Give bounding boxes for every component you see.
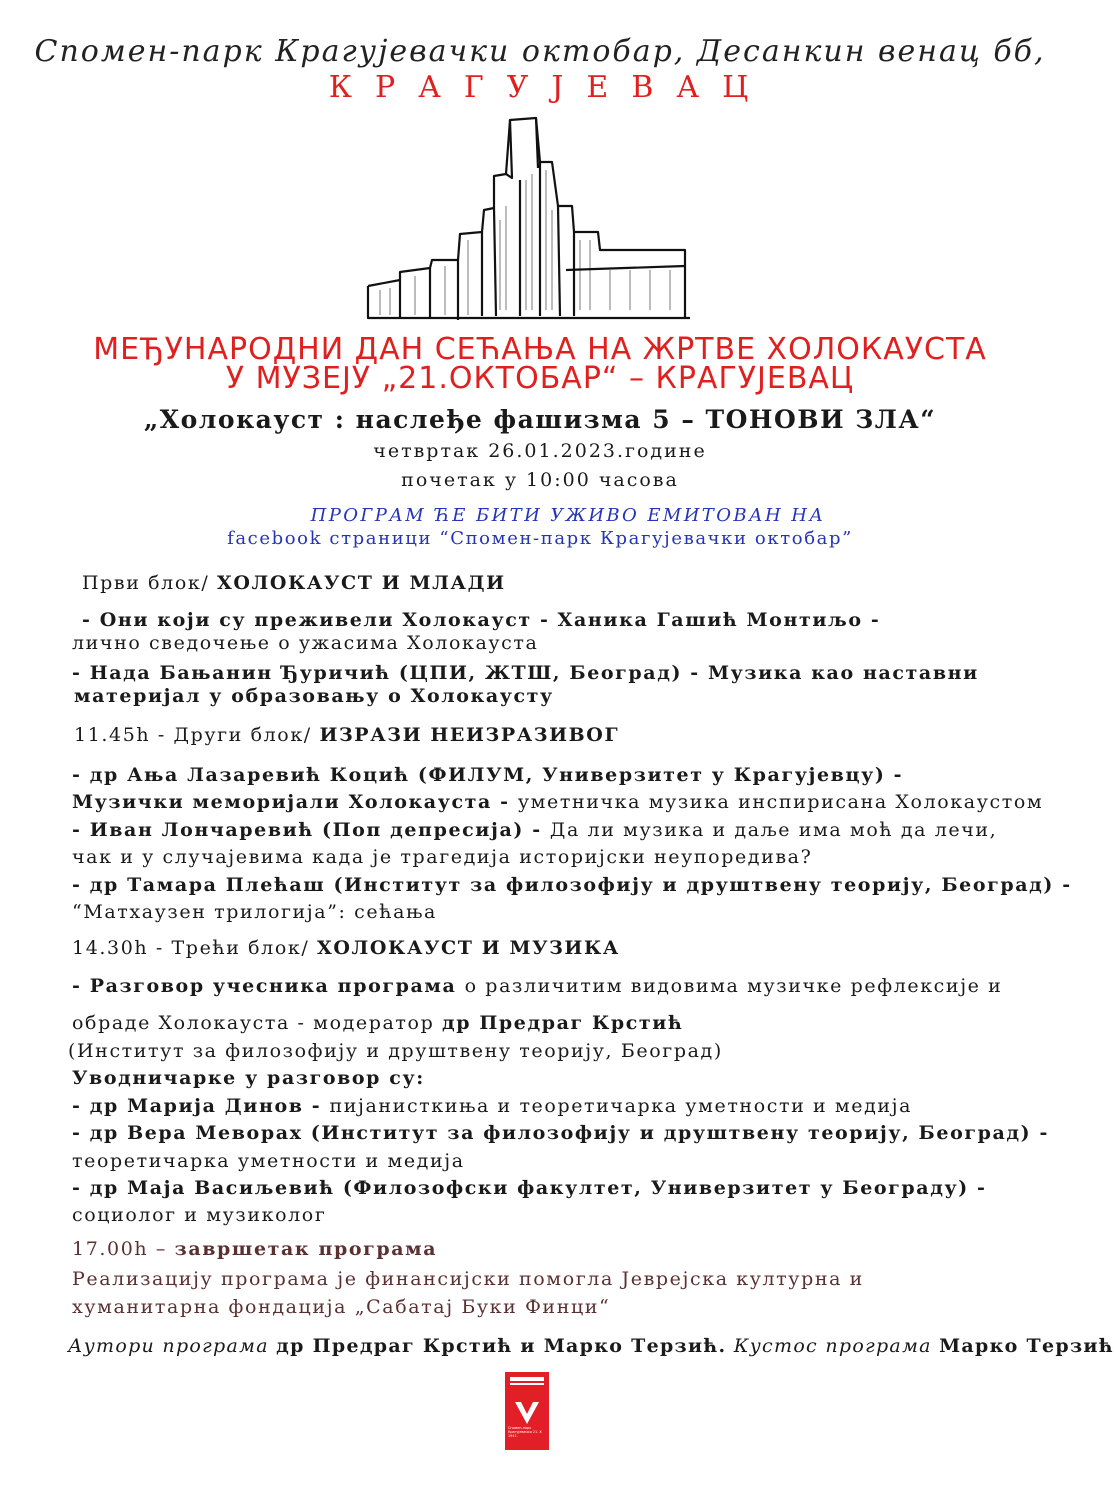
block3-prefix: 14.30h - Трећи блок/ <box>72 937 318 959</box>
block3-moderator: др Предраг Крстић <box>442 1012 684 1034</box>
event-title: МЕЂУНАРОДНИ ДАН СЕЋАЊА НА ЖРТВЕ ХОЛОКАУСТА <box>93 332 987 367</box>
block3-panelist3-line2: социолог и музиколог <box>72 1204 327 1226</box>
funding-line1: Реализацију програма је финансијски помогла Јеврејска културна и <box>72 1268 864 1290</box>
block1-item2-line2: материјал у образовању о Холокаусту <box>74 685 554 707</box>
program-end-time: 17.00h – <box>72 1238 175 1260</box>
museum-logo <box>505 1372 549 1450</box>
block3-conversation-desc: о различитим видовима музичке рефлексије и <box>464 975 1003 997</box>
block3-conversation-line2 <box>72 1012 683 1034</box>
broadcast-notice: ПРОГРАМ ЋЕ БИТИ УЖИВО ЕМИТОВАН НА <box>310 505 826 526</box>
authors-names: др Предраг Крстић и Марко Терзић. <box>276 1335 727 1357</box>
broadcast-facebook: facebook страници “Спомен-парк Крагујевачки октобар” <box>227 528 853 549</box>
block2-item1-line1: - др Ања Лазаревић Коцић (ФИЛУМ, Универзитет у Крагујевцу) - <box>72 764 904 786</box>
block2-item2-speaker: - Иван Лончаревић (Поп депресија) - <box>72 819 550 841</box>
block3-heading <box>72 937 620 959</box>
block3-conversation-label: - Разговор учесника програма <box>72 975 465 997</box>
museum-logo-caption: Спомен-парк Крагујевачки 21. X 1941. <box>508 1426 542 1439</box>
block2-item2-topic: Да ли музика и даље има моћ да лечи, <box>549 819 998 841</box>
event-venue: У МУЗЕЈУ „21.ОКТОБАР“ – КРАГУЈЕВАЦ <box>225 361 855 396</box>
block1-item1-speaker: - Они који су преживели Холокауст - Ханика Гашић Монтиљо - <box>82 609 881 631</box>
event-date: четвртак 26.01.2023.године <box>373 440 707 462</box>
funding-line2: хуманитарна фондација „Сабатај Буки Финци“ <box>72 1296 611 1318</box>
program-end-label: завршетак програма <box>174 1238 438 1260</box>
block2-item1-line2 <box>72 791 1043 813</box>
event-start-time: почетак у 10:00 часова <box>401 469 679 491</box>
header-address: Спомен-парк Крагујевачки октобар, Десанкин венац бб, <box>34 34 1046 69</box>
authors-line <box>68 1335 1114 1357</box>
block3-conversation-line3: (Институт за филозофију и друштвену теорију, Београд) <box>68 1040 723 1062</box>
block3-conversation-line1 <box>72 975 1002 997</box>
block2-item1-desc: уметничка музика инспирисана Холокаустом <box>517 791 1044 813</box>
block2-heading <box>74 724 619 746</box>
block3-conversation-moderator-label: обраде Холокауста - модератор <box>72 1012 442 1034</box>
block2-item3-line2: “Матхаузен трилогија”: сећања <box>72 901 437 923</box>
monument-drawing <box>360 110 695 322</box>
curator-label: Кустос програма <box>726 1335 940 1357</box>
block2-item1-title: Музички меморијали Холокауста - <box>72 791 518 813</box>
block1-prefix: Први блок/ <box>82 572 217 594</box>
block3-panelist2-line2: теоретичарка уметности и медија <box>72 1150 465 1172</box>
block3-panelist2-line1: - др Вера Меворах (Институт за филозофију и друштвену теорију, Београд) - <box>72 1122 1049 1144</box>
block3-panelist1-name: - др Марија Динов - <box>72 1095 330 1117</box>
block3-intro-label: Уводничарке у разговор су: <box>72 1067 425 1089</box>
authors-label: Аутори програма <box>68 1335 277 1357</box>
block2-item2-line1 <box>72 819 997 841</box>
header-city: КРАГУЈЕВАЦ <box>328 70 772 105</box>
block3-panelist1 <box>72 1095 912 1117</box>
block2-item3-line1: - др Тамара Плећаш (Институт за филозофију и друштвену теорију, Београд) - <box>72 874 1072 896</box>
block1-name: ХОЛОКАУСТ И МЛАДИ <box>217 572 506 594</box>
block1-heading <box>82 572 506 594</box>
block1-item2-line1: - Нада Бањанин Ђуричић (ЦПИ, ЖТШ, Београд) - Музика као наставни <box>72 662 979 684</box>
block2-item2-line2: чак и у случајевима када је трагедија историјски неупоредива? <box>72 846 813 868</box>
block2-name: ИЗРАЗИ НЕИЗРАЗИВОГ <box>319 724 620 746</box>
block3-name: ХОЛОКАУСТ И МУЗИКА <box>317 937 620 959</box>
program-end <box>72 1238 437 1260</box>
block3-panelist1-desc: пијанисткиња и теоретичарка уметности и медија <box>329 1095 913 1117</box>
block1-item1-topic: лично сведочење о ужасима Холокауста <box>72 632 539 654</box>
block2-prefix: 11.45h - Други блок/ <box>74 724 320 746</box>
curator-name: Марко Терзић <box>939 1335 1114 1357</box>
block3-panelist3-line1: - др Маја Васиљевић (Филозофски факултет, Универзитет у Београду) - <box>72 1177 987 1199</box>
event-subtitle: „Холокауст : наслеђе фашизма 5 – ТОНОВИ ЗЛА“ <box>143 405 937 434</box>
